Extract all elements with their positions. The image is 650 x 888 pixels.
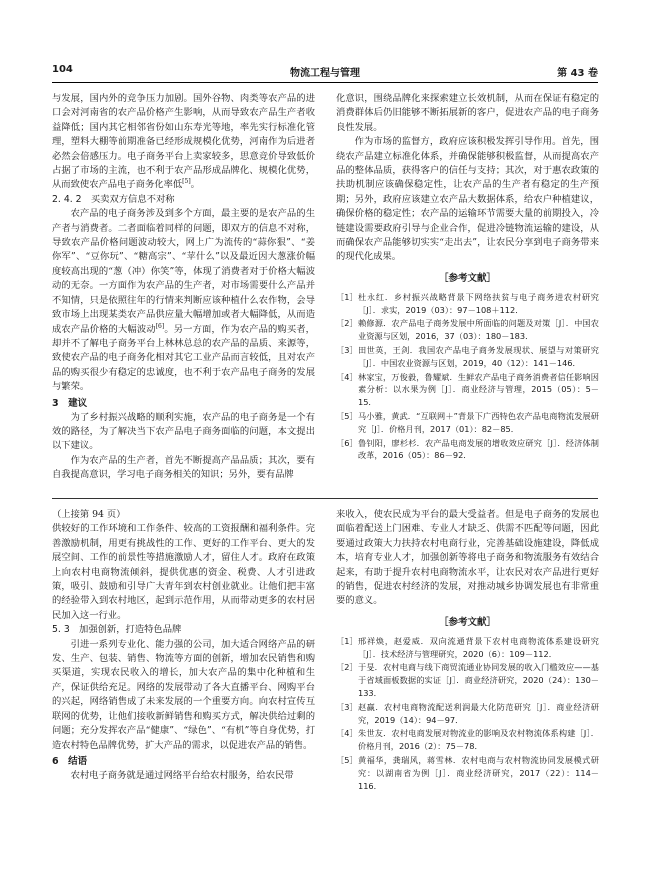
column-bottom-left <box>52 508 315 783</box>
page-number: 104 <box>52 64 73 75</box>
citation: [6] <box>155 322 165 330</box>
paragraph: 为了乡村振兴战略的顺利实施，农产品的电子商务是一个有效的路径，为了解决当下农产品电子商务面临的问题，本文提出以下建议。 <box>52 411 315 452</box>
column-top-left <box>52 92 315 483</box>
paragraph: 作为市场的监督方，政府应该积极发挥引导作用。首先，围绕农产品建立标准化体系，并确保能够积极监督，从而提高农产品的整体品质，获得客户的信任与支持；其次，对于惠农政策的扶助机制应该确保稳定性，让农产品的生产者有稳定的生产预期；另外，政府应该建立农产品大数据体系，给农户种植建议，确保价格的稳定性；农产品的运输环节需要大量的前期投入，冷链建设需要政府引导与企业合作，促进冷链物流运输的建设，从而确保农产品能够切实实“走出去”，让农民分享到电子商务带来的现代化成果。 <box>336 136 599 263</box>
reference-item: ［5］ 黄福华，龚瑞风，蒋雪林．农村电商与农村物流协同发展模式研究：以湖南省为例［J］．商业经济研究，2017（22）：114－116． <box>336 755 599 791</box>
references-title: ［参考文献］ <box>438 272 496 284</box>
paragraph: 与发展，国内外的竞争压力加剧。国外谷物、肉类等农产品的进口会对河南省的农产品价格产生影响，从而导致农产品生产者收益降低；国内其它相邻省份如山东寿光等地，率先实行标准化管理，塑料大棚等前期准备已经形成规模化优势，河南作为后进者必然会倍感压力。电子商务平台上卖家较多，思意竞价导致低价占据了市场的主流，也不利于农产品形成品牌化、规模化优势，从而致使农产品电子商务化率低[5]。 <box>52 93 315 191</box>
reference-item: ［1］ 杜永红．乡村振兴战略背景下网络扶贫与电子商务进农村研究［J］．求实，2019（03）：97－108＋112． <box>336 291 599 315</box>
reference-item: ［5］ 马小雅，黄武．“互联网＋”背景下广西特色农产品电商物流发展研究［J］．价格月刊，2017（01）：82－85． <box>336 411 599 434</box>
reference-item: ［1］ 邢祥焕，赵爱威．双向流通背景下农村电商物流体系建设研究［J］．技术经济与管理研究，2020（6）：109－112． <box>336 635 599 659</box>
subsection-heading: 2. 4. 2 买卖双方信息不对称 <box>52 193 175 205</box>
citation: [5] <box>182 178 191 186</box>
reference-item: ［2］ 于旻．农村电商与线下商贸流通业协同发展的收入门槛效应——基于省域面板数据的实证［J］．商业经济研究，2020（24）：130－133． <box>336 662 599 699</box>
reference-item: ［2］ 赖修源．农产品电子商务发展中所面临的问题及对策［J］．中国农业资源与区划，2016，37（03）：180－183． <box>336 318 599 342</box>
reference-list <box>336 635 599 793</box>
reference-item: ［4］ 朱世友．农村电商发展对物流业的影响及农村物流体系构建［J］．价格月刊，2016（2）：75－78． <box>336 728 599 752</box>
running-header <box>52 62 598 82</box>
paragraph: 来收入，使农民成为平台的最大受益者。但是电子商务的发展也面临着配送上门困难、专业人才缺乏、供需不匹配等问题，因此要通过政策大力扶持农村电商行业，完善基础设施建设，降低成本，培育专业人才，加强创新等将电子商务和物流服务有效结合起来，有助于提升农村电商物流水平，让农民对农产品进行更好的销售，促进农村经济的发展，对推动城乡协调发展也有非常重要的意义。 <box>336 509 599 607</box>
subsection-heading: 5. 3 加强创新，打造特色品牌 <box>52 624 182 636</box>
reference-item: ［6］ 鲁钊阳，廖杉杉．农产品电商发展的增收效应研究［J］．经济体制改革，2016（05）：86－92． <box>336 437 599 461</box>
column-top-right <box>336 92 599 463</box>
section-heading: 6 结语 <box>52 755 88 767</box>
volume-label: 第 43 卷 <box>557 68 598 79</box>
paragraph: 农村电子商务就是通过网络平台给农村服务，给农民带 <box>70 769 294 781</box>
article-divider <box>52 498 598 499</box>
paragraph: 供较好的工作环境和工作条件、较高的工资报酬和福利条件。完善激励机制，用更有挑战性的工作、更好的工作平台、更大的发展空间、工作的前景性等措施激励人才，留住人才。政府在政策上向农村电商物流倾斜，提供优惠的资金、税费、人才引进政策，吸引、鼓励和引导广大青年到农村创业就业。让他们把丰富的经验带入到农村地区，起到示范作用，从而带动更多的农村居民加入这一行业。 <box>52 523 315 621</box>
reference-item: ［3］ 赵赢．农村电商物流配送利润最大化防范研究［J］．商业经济研究，2019（14）：94－97． <box>336 701 599 725</box>
paragraph: 化意识，围绕品牌化来探索建立长效机制，从而在保证有稳定的消费群体后仍旧能够不断拓展新的客户，促进农产品的电子商务良性发展。 <box>336 93 599 133</box>
reference-item: ［4］ 林家宝，万俊毅，鲁耀斌．生鲜农产品电子商务消费者信任影响因素分析：以水果为例［J］．商业经济与管理，2015（05）：5－15． <box>336 371 599 408</box>
reference-list <box>336 291 599 462</box>
header-rule <box>52 82 598 83</box>
paragraph: 引进一系列专业化、能力强的公司，加大适合网络产品的研发、生产、包装、销售、物流等方面的创新，增加农民销售和购买渠道，实现农民收入的增长，加大农产品的集中化种植和生产，保证供给充足。网络的发展带动了各大直播平台、网购平台的兴起，网络销售成了未来发展的一个重要方向。向农村宣传互联网的优势，让他们接收新鲜销售和购买方式，解决供给过剩的问题；充分发挥农产品“健康”、“绿色”、“有机”等自身优势，打造农村特色品牌优势，扩大产品的需求，以促进农产品的销售。 <box>52 638 315 751</box>
section-heading: 3 建议 <box>52 397 88 409</box>
references-title: ［参考文献］ <box>438 616 496 628</box>
continued-note: （上接第 94 页） <box>52 509 126 520</box>
journal-name: 物流工程与管理 <box>290 68 360 79</box>
reference-item: ［3］ 田世英，王剑．我国农产品电子商务发展现状、展望与对策研究［J］．中国农业资源与区划，2019，40（12）：141－146． <box>336 345 599 368</box>
column-bottom-right <box>336 508 599 793</box>
paragraph: 农产品的电子商务涉及到多个方面，最主要的是农产品的生产者与消费者。二者面临着同样的问题，即双方的信息不对称，导致农产品价格问题波动较大，网上广为流传的“蒜你狠”、“姜你军”、“豆你玩”、“糖高宗”、“苹什么”以及最近因大葱涨价幅度较高出现的“葱（冲）你笑”等，体现了消费者对于价格大幅波动的无奈。一方面作为农产品的生产者，对市场需要什么产品并不知情，只是依照往年的行情来判断应该种植什么农作物，会导致市场上出现某类农产品供应量大幅增加或者大幅降低，从而造成农产品价格的大幅波动[6]。另一方面，作为农产品的购买者，却并不了解电子商务平台上林林总总的农产品的品质、来源等，致使农产品的电子商务化相对其它工业产品而言较低，且对农产品的购买很少有稳定的忠诚度，也不利于农产品电子商务的发展与繁荣。 <box>52 208 315 393</box>
paragraph: 作为农产品的生产者，首先不断提高产品品质；其次，要有自我提高意识，学习电子商务相关的知识；另外，要有品牌 <box>52 454 315 481</box>
